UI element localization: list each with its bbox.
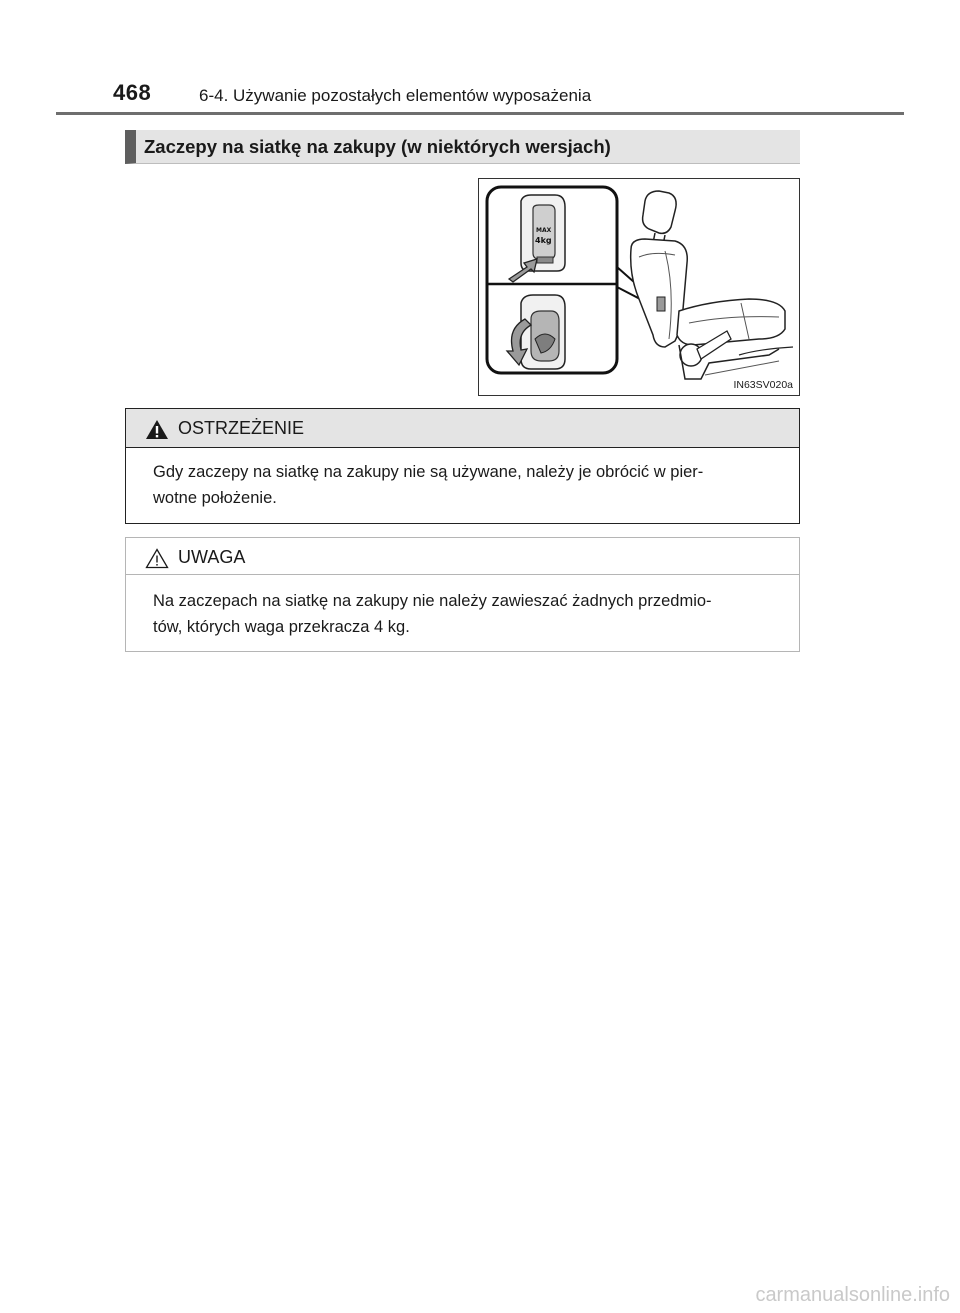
- seat-hook-illustration: [478, 178, 800, 396]
- warning-title: OSTRZEŻENIE: [178, 418, 305, 438]
- notice-text: [153, 588, 783, 640]
- page-number: 468: [113, 80, 152, 105]
- hook-label-weight: 4kg: [535, 236, 552, 245]
- section-heading-text: Zaczepy na siatkę na zakupy (w niektórych wersjach): [144, 136, 611, 157]
- chapter-title: 6-4. Używanie pozostałych elementów wyposażenia: [199, 86, 592, 105]
- notice-line: tów, których waga przekracza 4 kg.: [153, 618, 410, 636]
- warning-line: Gdy zaczepy na siatkę na zakupy nie są używane, należy je obrócić w pier-: [153, 463, 704, 481]
- warning-text: [153, 459, 783, 511]
- header-rule: [56, 112, 904, 115]
- warning-triangle-icon: [145, 419, 169, 440]
- warning-line: wotne położenie.: [153, 489, 277, 507]
- notice-box: [125, 537, 800, 652]
- notice-line: Na zaczepach na siatkę na zakupy nie należy zawieszać żadnych przedmio-: [153, 592, 712, 610]
- warning-box: [125, 408, 800, 524]
- section-heading: [125, 130, 800, 164]
- notice-title: UWAGA: [178, 547, 246, 567]
- seat-hook-drawing: [479, 179, 799, 395]
- notice-header: [126, 538, 799, 575]
- warning-header: [126, 409, 799, 448]
- figure-code: IN63SV020a: [733, 379, 793, 391]
- watermark: carmanualsonline.info: [755, 1284, 950, 1306]
- caution-triangle-icon: [145, 548, 169, 569]
- hook-label-max: MAX: [536, 227, 552, 234]
